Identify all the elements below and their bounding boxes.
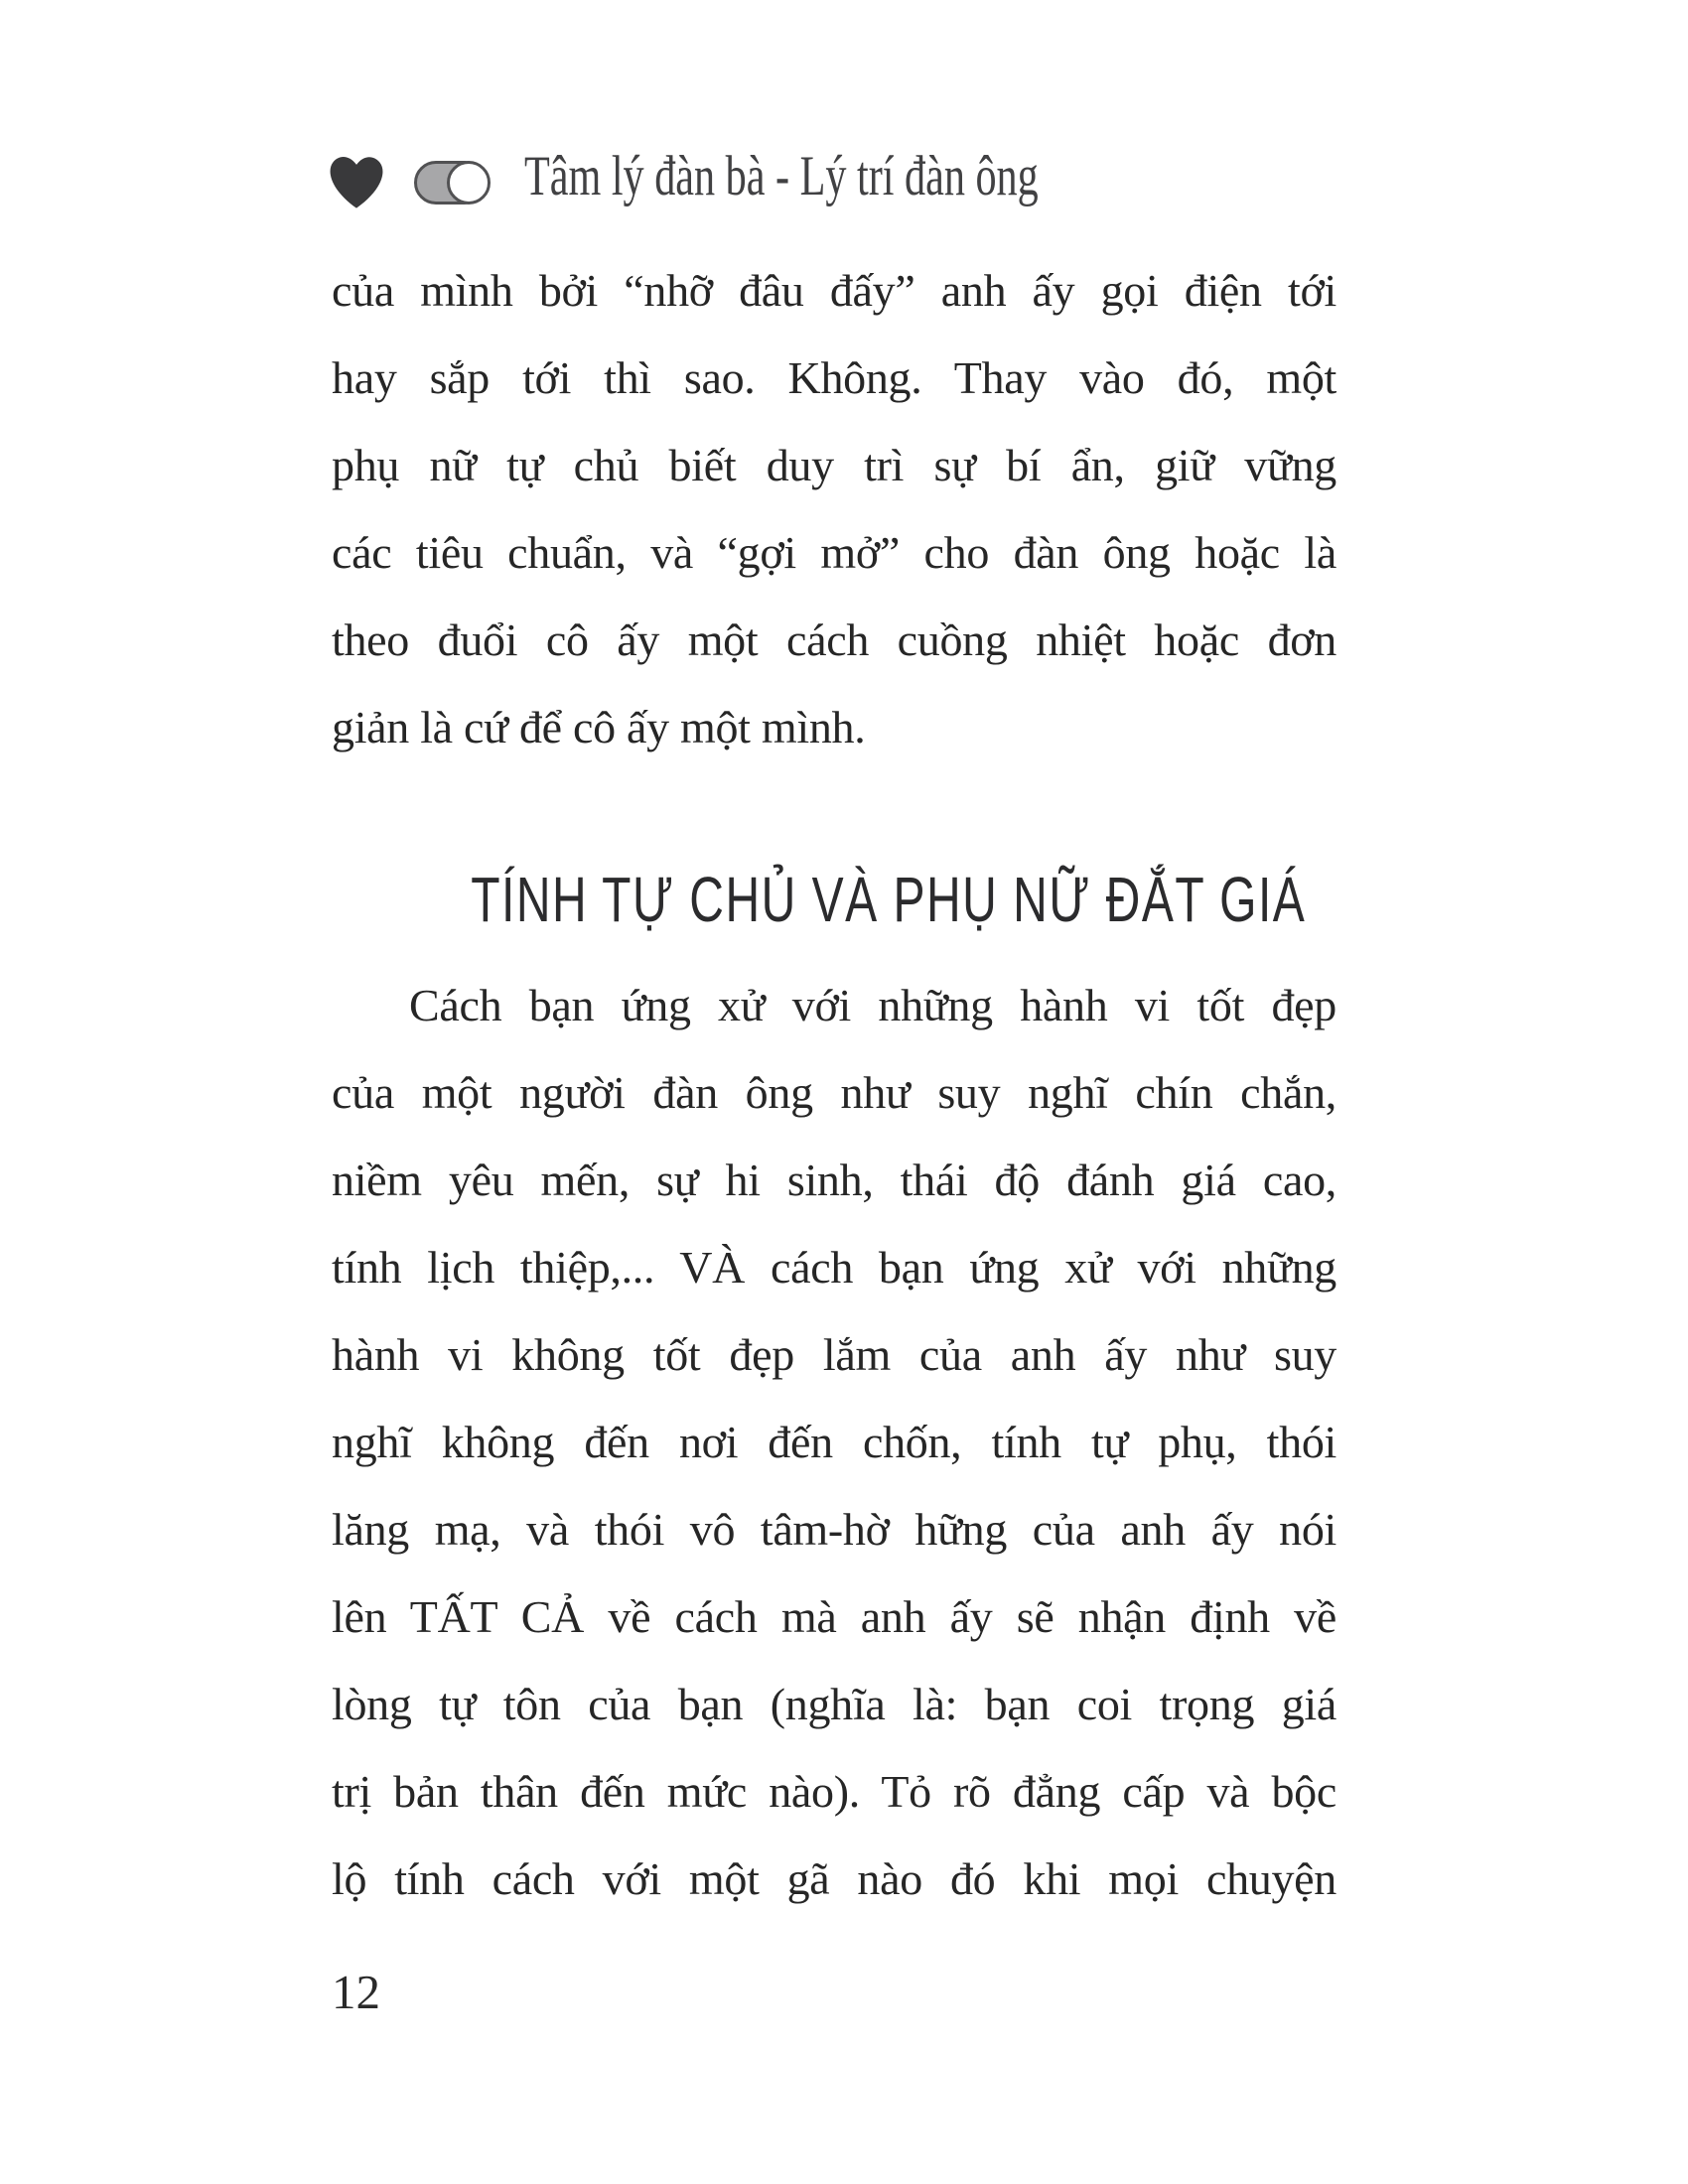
- toggle-on-icon: [413, 159, 492, 206]
- text-line: tính lịch thiệp,... VÀ cách bạn ứng xử với những: [332, 1242, 1336, 1293]
- text-line: hành vi không tốt đẹp lắm của anh ấy như suy: [332, 1329, 1336, 1380]
- text-line: lăng mạ, và thói vô tâm-hờ hững của anh ấy nói: [332, 1504, 1336, 1555]
- heart-icon: [325, 148, 388, 215]
- paragraph-1: [332, 247, 1336, 771]
- running-title: Tâm lý đàn bà - Lý trí đàn ông: [524, 145, 1039, 207]
- text-line: lòng tự tôn của bạn (nghĩa là: bạn coi trọng giá: [332, 1679, 1336, 1729]
- text-line: lộ tính cách với một gã nào đó khi mọi chuyện: [332, 1853, 1336, 1904]
- text-line: niềm yêu mến, sự hi sinh, thái độ đánh giá cao,: [332, 1155, 1336, 1205]
- section-heading: TÍNH TỰ CHỦ VÀ PHỤ NỮ ĐẮT GIÁ: [471, 864, 1307, 935]
- text-line: phụ nữ tự chủ biết duy trì sự bí ẩn, giữ vững: [332, 440, 1336, 490]
- text-line: lên TẤT CẢ về cách mà anh ấy sẽ nhận định về: [332, 1591, 1336, 1642]
- text-line: trị bản thân đến mức nào). Tỏ rõ đẳng cấp và bộc: [332, 1766, 1336, 1817]
- text-line: giản là cứ để cô ấy một mình.: [332, 702, 866, 752]
- text-line: hay sắp tới thì sao. Không. Thay vào đó, một: [332, 352, 1336, 403]
- paragraph-2: [332, 962, 1336, 1923]
- text-line: nghĩ không đến nơi đến chốn, tính tự phụ, thói: [332, 1417, 1336, 1467]
- text-line: của một người đàn ông như suy nghĩ chín chắn,: [332, 1067, 1336, 1118]
- text-line: các tiêu chuẩn, và “gợi mở” cho đàn ông hoặc là: [332, 527, 1336, 578]
- text-line: Cách bạn ứng xử với những hành vi tốt đẹp: [409, 980, 1336, 1030]
- page-number: 12: [332, 1965, 380, 2019]
- text-line: theo đuổi cô ấy một cách cuồng nhiệt hoặc đơn: [332, 614, 1336, 665]
- text-line: của mình bởi “nhỡ đâu đấy” anh ấy gọi điện tới: [332, 265, 1336, 316]
